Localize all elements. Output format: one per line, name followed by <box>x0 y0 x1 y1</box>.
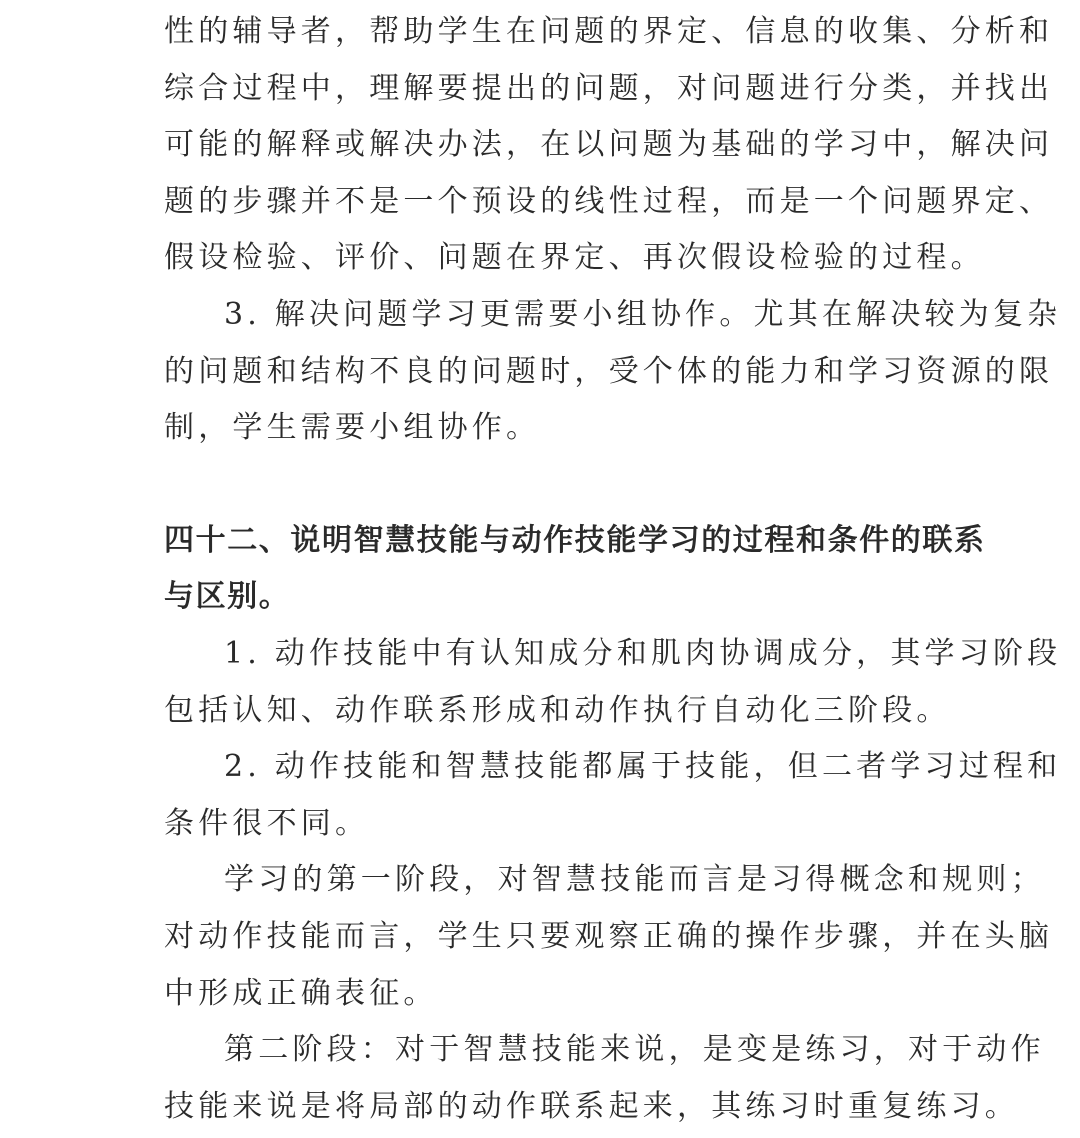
text-line: 第二阶段：对于智慧技能来说，是变是练习，对于动作 <box>224 1032 1045 1068</box>
paragraph-second-stage <box>164 1022 1045 1135</box>
text-line: 综合过程中，理解要提出的问题，对问题进行分类，并找出 <box>164 70 1054 106</box>
text-line: 学习的第一阶段，对智慧技能而言是习得概念和规则； <box>224 862 1045 898</box>
paragraph-problem-solving-process <box>164 4 1054 287</box>
document-page <box>164 4 1062 1135</box>
heading-line: 四十二、说明智慧技能与动作技能学习的过程和条件的联系 <box>164 522 986 558</box>
text-line: 的问题和结构不良的问题时，受个体的能力和学习资源的限 <box>164 353 1054 389</box>
text-line: 性的辅导者，帮助学生在问题的界定、信息的收集、分析和 <box>164 14 1054 49</box>
text-line: 技能来说是将局部的动作联系起来，其练习时重复练习。 <box>164 1088 1019 1124</box>
section-heading-42 <box>164 513 986 626</box>
text-line: 假设检验、评价、问题在界定、再次假设检验的过程。 <box>164 240 985 276</box>
heading-line: 与区别。 <box>164 579 291 615</box>
text-line: 中形成正确表征。 <box>164 975 438 1011</box>
paragraph-skill-comparison <box>164 739 1062 852</box>
spacer <box>164 457 924 513</box>
text-line: 题的步骤并不是一个预设的线性过程，而是一个问题界定、 <box>164 183 1054 219</box>
text-line: 可能的解释或解决办法，在以问题为基础的学习中，解决问 <box>164 127 1054 163</box>
text-line: 包括认知、动作联系形成和动作执行自动化三阶段。 <box>164 692 951 728</box>
paragraph-first-stage <box>164 852 1054 1022</box>
text-line: 条件很不同。 <box>164 805 370 841</box>
text-line: 3. 解决问题学习更需要小组协作。尤其在解决较为复杂 <box>224 296 1062 332</box>
paragraph-motor-skill-stages <box>164 626 1062 739</box>
text-line: 对动作技能而言，学生只要观察正确的操作步骤，并在头脑 <box>164 918 1054 954</box>
text-line: 2. 动作技能和智慧技能都属于技能，但二者学习过程和 <box>224 749 1062 785</box>
text-line: 1. 动作技能中有认知成分和肌肉协调成分，其学习阶段 <box>224 635 1062 671</box>
text-line: 制，学生需要小组协作。 <box>164 410 541 446</box>
paragraph-group-collaboration <box>164 287 1062 457</box>
